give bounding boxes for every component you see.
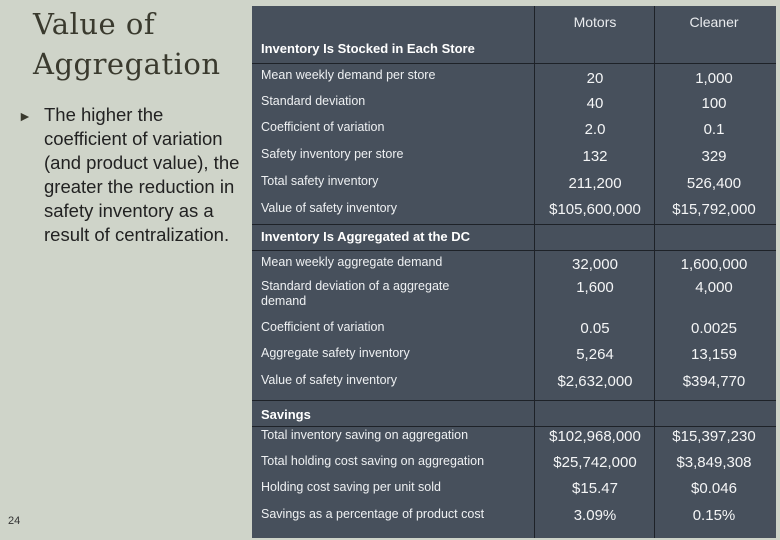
bullet-point [18, 103, 248, 247]
motors-value: 132 [582, 148, 608, 165]
slide-title [33, 4, 248, 84]
table-row [252, 198, 776, 224]
motors-value: 2.0 [584, 121, 606, 138]
motors-value: 5,264 [576, 346, 614, 363]
row-label: Aggregate safety inventory [261, 346, 410, 360]
aggregation-table [252, 6, 776, 538]
cleaner-value: $15,792,000 [672, 201, 756, 218]
row-label: Total inventory saving on aggregation [261, 428, 469, 442]
cleaner-value: $394,770 [682, 373, 746, 390]
cleaner-value: $15,397,230 [672, 428, 756, 445]
row-label: Value of safety inventory [261, 373, 397, 387]
cleaner-value: $0.046 [691, 480, 737, 497]
table-row [252, 171, 776, 197]
row-label: Coefficient of variation [261, 120, 385, 134]
table-row [252, 250, 776, 277]
motors-value: $25,742,000 [553, 454, 637, 471]
table-row [252, 426, 776, 453]
row-label: Value of safety inventory [261, 201, 397, 215]
section-title-dc: Inventory Is Aggregated at the DC [261, 229, 470, 244]
table-row [252, 480, 776, 506]
table-row [252, 346, 776, 372]
motors-value: $15.47 [572, 480, 618, 497]
table-row [252, 278, 776, 318]
row-label: Mean weekly aggregate demand [261, 255, 443, 269]
cleaner-value: 100 [701, 95, 727, 112]
row-label: Standard deviation of a aggregate demand [261, 279, 450, 308]
motors-value: 20 [586, 70, 604, 87]
section-row-dc [252, 224, 776, 251]
cleaner-value: 0.0025 [691, 320, 737, 337]
slide-title-line-2: Aggregation [33, 47, 221, 81]
row-label: Savings as a percentage of product cost [261, 507, 485, 521]
row-label: Mean weekly demand per store [261, 68, 436, 82]
table-row [252, 320, 776, 346]
table-row [252, 453, 776, 479]
cleaner-value: 13,159 [691, 346, 737, 363]
motors-value: 3.09% [573, 507, 617, 524]
slide-title-line-1: Value of [33, 7, 156, 41]
column-header-cleaner: Cleaner [689, 14, 739, 30]
row-label: Total safety inventory [261, 174, 379, 188]
table-row [252, 373, 776, 399]
row-label: Total holding cost saving on aggregation [261, 454, 485, 468]
row-label: Holding cost saving per unit sold [261, 480, 441, 494]
cleaner-value: 4,000 [695, 279, 733, 296]
cleaner-value: 1,600,000 [680, 256, 748, 273]
row-label: Standard deviation [261, 94, 366, 108]
cleaner-value: 1,000 [695, 70, 733, 87]
slide-number: 24 [8, 515, 21, 527]
row-label: Coefficient of variation [261, 320, 385, 334]
motors-value: 211,200 [568, 175, 622, 192]
section-title-savings: Savings [261, 407, 311, 422]
table-row [252, 117, 776, 143]
motors-value: 1,600 [576, 279, 614, 296]
column-header-motors: Motors [573, 14, 617, 30]
motors-value: 32,000 [572, 256, 618, 273]
cleaner-value: 329 [701, 148, 727, 165]
motors-value: 0.05 [580, 320, 610, 337]
bullet-text: The higher the coefficient of variation (and product value), the greater the reduction in safety inventory as a result of centralization. [44, 104, 240, 245]
section-title-store: Inventory Is Stocked in Each Store [261, 41, 475, 56]
row-label: Safety inventory per store [261, 147, 404, 161]
cleaner-value: 0.15% [692, 507, 736, 524]
cleaner-value: 0.1 [703, 121, 725, 138]
cleaner-value: 526,400 [686, 175, 742, 192]
motors-value: $105,600,000 [549, 201, 641, 218]
table-row [252, 144, 776, 170]
table-row [252, 90, 776, 116]
motors-value: 40 [586, 95, 604, 112]
cleaner-value: $3,849,308 [676, 454, 752, 471]
motors-value: $102,968,000 [549, 428, 641, 445]
arrow-bullet-icon: ► [18, 108, 32, 124]
table-row [252, 63, 776, 90]
motors-value: $2,632,000 [557, 373, 633, 390]
section-row-savings [252, 400, 776, 427]
table-row [252, 507, 776, 533]
